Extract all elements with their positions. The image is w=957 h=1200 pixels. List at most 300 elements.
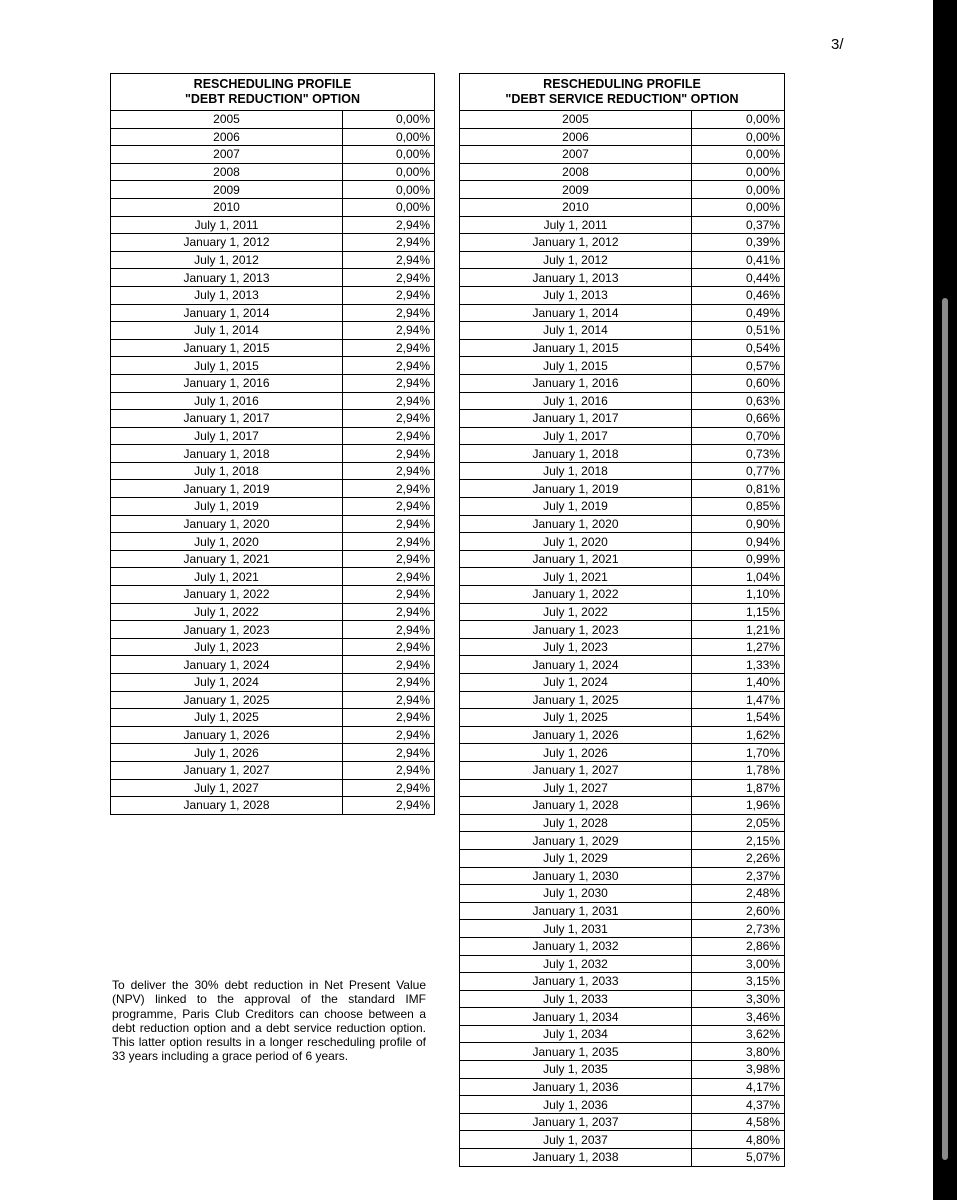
percentage-cell: 2,94% — [343, 498, 435, 516]
date-cell: July 1, 2013 — [111, 286, 343, 304]
percentage-cell: 1,54% — [692, 709, 785, 727]
date-cell: January 1, 2018 — [111, 445, 343, 463]
date-cell: July 1, 2018 — [111, 462, 343, 480]
table-row — [460, 937, 785, 955]
date-cell: July 1, 2023 — [460, 638, 692, 656]
percentage-cell: 0,66% — [692, 410, 785, 428]
table-row — [460, 111, 785, 129]
table-row — [460, 885, 785, 903]
table-row — [111, 744, 435, 762]
date-cell: January 1, 2013 — [460, 269, 692, 287]
table-row — [111, 691, 435, 709]
date-cell: January 1, 2017 — [111, 410, 343, 428]
date-cell: July 1, 2020 — [111, 533, 343, 551]
table-row — [460, 621, 785, 639]
date-cell: January 1, 2026 — [111, 726, 343, 744]
date-cell: 2008 — [111, 163, 343, 181]
percentage-cell: 2,94% — [343, 445, 435, 463]
date-cell: January 1, 2015 — [460, 339, 692, 357]
table-title-line2: "DEBT REDUCTION" OPTION — [184, 92, 361, 106]
date-cell: July 1, 2022 — [111, 603, 343, 621]
percentage-cell: 1,62% — [692, 726, 785, 744]
percentage-cell: 0,00% — [343, 111, 435, 129]
percentage-cell: 2,94% — [343, 533, 435, 551]
percentage-cell: 1,27% — [692, 638, 785, 656]
date-cell: July 1, 2037 — [460, 1131, 692, 1149]
percentage-cell: 2,94% — [343, 656, 435, 674]
date-cell: January 1, 2023 — [460, 621, 692, 639]
table-row — [460, 146, 785, 164]
percentage-cell: 2,26% — [692, 849, 785, 867]
table-row — [111, 427, 435, 445]
table-row — [111, 198, 435, 216]
table-row — [460, 867, 785, 885]
date-cell: January 1, 2019 — [111, 480, 343, 498]
table-row — [460, 1008, 785, 1026]
table-row — [460, 357, 785, 375]
date-cell: January 1, 2020 — [460, 515, 692, 533]
date-cell: July 1, 2036 — [460, 1096, 692, 1114]
percentage-cell: 0,90% — [692, 515, 785, 533]
table-row — [111, 462, 435, 480]
table-row — [460, 392, 785, 410]
date-cell: July 1, 2024 — [111, 674, 343, 692]
table-row — [460, 128, 785, 146]
percentage-cell: 0,00% — [692, 163, 785, 181]
table-row — [460, 1043, 785, 1061]
date-cell: July 1, 2021 — [111, 568, 343, 586]
date-cell: July 1, 2013 — [460, 286, 692, 304]
percentage-cell: 5,07% — [692, 1149, 785, 1167]
table-row — [460, 990, 785, 1008]
percentage-cell: 2,94% — [343, 234, 435, 252]
percentage-cell: 1,70% — [692, 744, 785, 762]
percentage-cell: 2,94% — [343, 462, 435, 480]
percentage-cell: 2,94% — [343, 621, 435, 639]
percentage-cell: 2,94% — [343, 568, 435, 586]
percentage-cell: 3,15% — [692, 973, 785, 991]
percentage-cell: 2,94% — [343, 480, 435, 498]
date-cell: July 1, 2015 — [460, 357, 692, 375]
date-cell: July 1, 2016 — [460, 392, 692, 410]
percentage-cell: 4,80% — [692, 1131, 785, 1149]
date-cell: July 1, 2019 — [460, 498, 692, 516]
table-row — [460, 304, 785, 322]
table-row — [111, 181, 435, 199]
table-row — [460, 251, 785, 269]
percentage-cell: 2,48% — [692, 885, 785, 903]
date-cell: 2008 — [460, 163, 692, 181]
date-cell: July 1, 2017 — [111, 427, 343, 445]
date-cell: January 1, 2013 — [111, 269, 343, 287]
table-row — [460, 550, 785, 568]
date-cell: January 1, 2029 — [460, 832, 692, 850]
debt-reduction-table — [110, 73, 435, 815]
table-header — [460, 74, 785, 111]
date-cell: July 1, 2030 — [460, 885, 692, 903]
date-cell: January 1, 2033 — [460, 973, 692, 991]
percentage-cell: 0,77% — [692, 462, 785, 480]
table-row — [111, 797, 435, 815]
table-row — [111, 339, 435, 357]
date-cell: July 1, 2024 — [460, 674, 692, 692]
percentage-cell: 0,57% — [692, 357, 785, 375]
page-number: 3/ — [831, 36, 844, 53]
percentage-cell: 0,46% — [692, 286, 785, 304]
debt-service-reduction-table — [459, 73, 785, 1167]
date-cell: January 1, 2038 — [460, 1149, 692, 1167]
table-row — [111, 498, 435, 516]
table-row — [111, 251, 435, 269]
percentage-cell: 3,30% — [692, 990, 785, 1008]
percentage-cell: 1,04% — [692, 568, 785, 586]
explanatory-note: To deliver the 30% debt reduction in Net Present Value (NPV) linked to the approval of the standard IMF programme, Paris Club Creditors can choose between a debt reduction option and a debt service reduction option. This latter option results in a longer rescheduling profile of 33 years including a grace period of 6 years. — [112, 978, 426, 1064]
date-cell: January 1, 2028 — [111, 797, 343, 815]
date-cell: January 1, 2036 — [460, 1078, 692, 1096]
percentage-cell: 0,00% — [692, 198, 785, 216]
table-row — [460, 902, 785, 920]
table-row — [460, 216, 785, 234]
table-row — [460, 1113, 785, 1131]
table-row — [460, 849, 785, 867]
table-row — [460, 181, 785, 199]
table-row — [460, 374, 785, 392]
date-cell: July 1, 2012 — [111, 251, 343, 269]
date-cell: 2009 — [111, 181, 343, 199]
percentage-cell: 2,94% — [343, 251, 435, 269]
table-row — [111, 779, 435, 797]
table-row — [460, 234, 785, 252]
table-row — [111, 656, 435, 674]
percentage-cell: 0,73% — [692, 445, 785, 463]
percentage-cell: 2,94% — [343, 374, 435, 392]
date-cell: July 1, 2025 — [460, 709, 692, 727]
percentage-cell: 2,94% — [343, 586, 435, 604]
table-row — [111, 568, 435, 586]
table-row — [460, 533, 785, 551]
percentage-cell: 0,37% — [692, 216, 785, 234]
table-row — [111, 234, 435, 252]
date-cell: 2009 — [460, 181, 692, 199]
table-row — [111, 726, 435, 744]
percentage-cell: 1,40% — [692, 674, 785, 692]
percentage-cell: 2,94% — [343, 691, 435, 709]
percentage-cell: 0,99% — [692, 550, 785, 568]
date-cell: January 1, 2014 — [111, 304, 343, 322]
percentage-cell: 2,94% — [343, 603, 435, 621]
date-cell: July 1, 2027 — [111, 779, 343, 797]
percentage-cell: 1,87% — [692, 779, 785, 797]
date-cell: July 1, 2021 — [460, 568, 692, 586]
percentage-cell: 1,21% — [692, 621, 785, 639]
percentage-cell: 0,63% — [692, 392, 785, 410]
percentage-cell: 2,37% — [692, 867, 785, 885]
percentage-cell: 2,94% — [343, 392, 435, 410]
table-row — [111, 146, 435, 164]
date-cell: January 1, 2020 — [111, 515, 343, 533]
date-cell: January 1, 2012 — [111, 234, 343, 252]
date-cell: July 1, 2026 — [111, 744, 343, 762]
table-row — [111, 357, 435, 375]
date-cell: January 1, 2018 — [460, 445, 692, 463]
table-row — [460, 269, 785, 287]
percentage-cell: 2,94% — [343, 797, 435, 815]
percentage-cell: 0,00% — [692, 146, 785, 164]
percentage-cell: 1,47% — [692, 691, 785, 709]
percentage-cell: 0,85% — [692, 498, 785, 516]
table-row — [460, 568, 785, 586]
table-row — [111, 603, 435, 621]
percentage-cell: 2,94% — [343, 761, 435, 779]
table-row — [111, 515, 435, 533]
percentage-cell: 0,00% — [343, 181, 435, 199]
table-row — [111, 621, 435, 639]
table-row — [460, 322, 785, 340]
date-cell: July 1, 2026 — [460, 744, 692, 762]
percentage-cell: 4,17% — [692, 1078, 785, 1096]
table-row — [460, 797, 785, 815]
table-row — [111, 410, 435, 428]
table-title-line2: "DEBT SERVICE REDUCTION" OPTION — [505, 92, 739, 106]
percentage-cell: 0,00% — [692, 181, 785, 199]
percentage-cell: 0,00% — [343, 163, 435, 181]
date-cell: July 1, 2027 — [460, 779, 692, 797]
table-title-line1: RESCHEDULING PROFILE — [543, 77, 701, 91]
date-cell: July 1, 2012 — [460, 251, 692, 269]
date-cell: July 1, 2025 — [111, 709, 343, 727]
percentage-cell: 0,94% — [692, 533, 785, 551]
date-cell: July 1, 2017 — [460, 427, 692, 445]
date-cell: January 1, 2025 — [111, 691, 343, 709]
date-cell: July 1, 2031 — [460, 920, 692, 938]
date-cell: July 1, 2020 — [460, 533, 692, 551]
percentage-cell: 2,94% — [343, 322, 435, 340]
table-row — [460, 674, 785, 692]
table-row — [460, 920, 785, 938]
date-cell: July 1, 2011 — [460, 216, 692, 234]
date-cell: January 1, 2030 — [460, 867, 692, 885]
percentage-cell: 2,73% — [692, 920, 785, 938]
date-cell: July 1, 2028 — [460, 814, 692, 832]
date-cell: January 1, 2022 — [111, 586, 343, 604]
date-cell: January 1, 2028 — [460, 797, 692, 815]
date-cell: 2006 — [111, 128, 343, 146]
table-row — [460, 163, 785, 181]
date-cell: July 1, 2019 — [111, 498, 343, 516]
date-cell: July 1, 2032 — [460, 955, 692, 973]
date-cell: July 1, 2033 — [460, 990, 692, 1008]
date-cell: January 1, 2016 — [460, 374, 692, 392]
date-cell: July 1, 2014 — [460, 322, 692, 340]
date-cell: January 1, 2035 — [460, 1043, 692, 1061]
percentage-cell: 2,94% — [343, 304, 435, 322]
table-row — [460, 656, 785, 674]
table-row — [460, 691, 785, 709]
table-row — [460, 286, 785, 304]
table-row — [111, 550, 435, 568]
table-row — [111, 392, 435, 410]
table-row — [460, 515, 785, 533]
percentage-cell: 1,78% — [692, 761, 785, 779]
percentage-cell: 2,94% — [343, 410, 435, 428]
date-cell: July 1, 2011 — [111, 216, 343, 234]
percentage-cell: 2,94% — [343, 779, 435, 797]
table-row — [111, 480, 435, 498]
date-cell: January 1, 2034 — [460, 1008, 692, 1026]
percentage-cell: 2,94% — [343, 339, 435, 357]
percentage-cell: 2,94% — [343, 515, 435, 533]
percentage-cell: 0,00% — [343, 128, 435, 146]
date-cell: July 1, 2014 — [111, 322, 343, 340]
table-row — [460, 480, 785, 498]
percentage-cell: 0,51% — [692, 322, 785, 340]
percentage-cell: 0,49% — [692, 304, 785, 322]
percentage-cell: 0,00% — [343, 198, 435, 216]
date-cell: January 1, 2016 — [111, 374, 343, 392]
table-row — [460, 709, 785, 727]
date-cell: January 1, 2023 — [111, 621, 343, 639]
date-cell: July 1, 2015 — [111, 357, 343, 375]
table-row — [460, 462, 785, 480]
date-cell: January 1, 2024 — [460, 656, 692, 674]
date-cell: January 1, 2021 — [460, 550, 692, 568]
percentage-cell: 4,58% — [692, 1113, 785, 1131]
percentage-cell: 0,70% — [692, 427, 785, 445]
percentage-cell: 2,05% — [692, 814, 785, 832]
table-row — [111, 304, 435, 322]
table-title-line1: RESCHEDULING PROFILE — [193, 77, 352, 91]
percentage-cell: 2,94% — [343, 638, 435, 656]
percentage-cell: 3,98% — [692, 1061, 785, 1079]
percentage-cell: 2,86% — [692, 937, 785, 955]
table-row — [460, 638, 785, 656]
date-cell: 2007 — [111, 146, 343, 164]
date-cell: January 1, 2037 — [460, 1113, 692, 1131]
table-row — [111, 445, 435, 463]
table-header — [111, 74, 435, 111]
percentage-cell: 0,81% — [692, 480, 785, 498]
table-row — [460, 427, 785, 445]
percentage-cell: 2,94% — [343, 674, 435, 692]
percentage-cell: 1,96% — [692, 797, 785, 815]
date-cell: July 1, 2022 — [460, 603, 692, 621]
table-row — [460, 198, 785, 216]
date-cell: July 1, 2035 — [460, 1061, 692, 1079]
percentage-cell: 2,94% — [343, 709, 435, 727]
scrollbar-thumb[interactable] — [942, 298, 948, 1160]
percentage-cell: 2,94% — [343, 357, 435, 375]
table-row — [111, 269, 435, 287]
table-row — [460, 1149, 785, 1167]
table-row — [460, 1061, 785, 1079]
percentage-cell: 2,94% — [343, 550, 435, 568]
date-cell: January 1, 2014 — [460, 304, 692, 322]
date-cell: January 1, 2025 — [460, 691, 692, 709]
date-cell: July 1, 2034 — [460, 1025, 692, 1043]
percentage-cell: 1,10% — [692, 586, 785, 604]
percentage-cell: 2,94% — [343, 744, 435, 762]
percentage-cell: 0,00% — [692, 128, 785, 146]
table-row — [460, 955, 785, 973]
table-row — [460, 973, 785, 991]
percentage-cell: 0,00% — [343, 146, 435, 164]
date-cell: January 1, 2027 — [460, 761, 692, 779]
percentage-cell: 2,60% — [692, 902, 785, 920]
percentage-cell: 2,94% — [343, 216, 435, 234]
date-cell: January 1, 2021 — [111, 550, 343, 568]
table-row — [460, 1078, 785, 1096]
table-row — [111, 128, 435, 146]
table-row — [460, 761, 785, 779]
table-row — [111, 322, 435, 340]
date-cell: January 1, 2032 — [460, 937, 692, 955]
table-row — [111, 674, 435, 692]
table-row — [111, 761, 435, 779]
date-cell: July 1, 2016 — [111, 392, 343, 410]
table-row — [460, 1025, 785, 1043]
percentage-cell: 4,37% — [692, 1096, 785, 1114]
date-cell: January 1, 2019 — [460, 480, 692, 498]
table-row — [111, 586, 435, 604]
percentage-cell: 0,41% — [692, 251, 785, 269]
percentage-cell: 2,94% — [343, 427, 435, 445]
table-row — [111, 533, 435, 551]
date-cell: January 1, 2012 — [460, 234, 692, 252]
percentage-cell: 3,00% — [692, 955, 785, 973]
percentage-cell: 0,60% — [692, 374, 785, 392]
table-row — [460, 814, 785, 832]
table-row — [460, 779, 785, 797]
table-row — [111, 111, 435, 129]
table-row — [111, 163, 435, 181]
date-cell: January 1, 2024 — [111, 656, 343, 674]
date-cell: 2005 — [460, 111, 692, 129]
table-row — [111, 638, 435, 656]
percentage-cell: 3,62% — [692, 1025, 785, 1043]
percentage-cell: 3,80% — [692, 1043, 785, 1061]
table-row — [460, 1096, 785, 1114]
table-row — [111, 374, 435, 392]
percentage-cell: 0,39% — [692, 234, 785, 252]
table-row — [460, 726, 785, 744]
date-cell: January 1, 2031 — [460, 902, 692, 920]
percentage-cell: 0,54% — [692, 339, 785, 357]
percentage-cell: 2,94% — [343, 286, 435, 304]
percentage-cell: 1,33% — [692, 656, 785, 674]
date-cell: 2005 — [111, 111, 343, 129]
table-row — [111, 216, 435, 234]
date-cell: January 1, 2015 — [111, 339, 343, 357]
table-row — [460, 410, 785, 428]
date-cell: 2007 — [460, 146, 692, 164]
table-row — [460, 832, 785, 850]
date-cell: January 1, 2017 — [460, 410, 692, 428]
date-cell: January 1, 2026 — [460, 726, 692, 744]
table-row — [111, 709, 435, 727]
date-cell: 2006 — [460, 128, 692, 146]
percentage-cell: 0,00% — [692, 111, 785, 129]
table-row — [460, 498, 785, 516]
date-cell: July 1, 2023 — [111, 638, 343, 656]
percentage-cell: 2,15% — [692, 832, 785, 850]
table-row — [460, 339, 785, 357]
date-cell: 2010 — [111, 198, 343, 216]
date-cell: July 1, 2018 — [460, 462, 692, 480]
table-row — [111, 286, 435, 304]
table-row — [460, 1131, 785, 1149]
percentage-cell: 0,44% — [692, 269, 785, 287]
date-cell: 2010 — [460, 198, 692, 216]
